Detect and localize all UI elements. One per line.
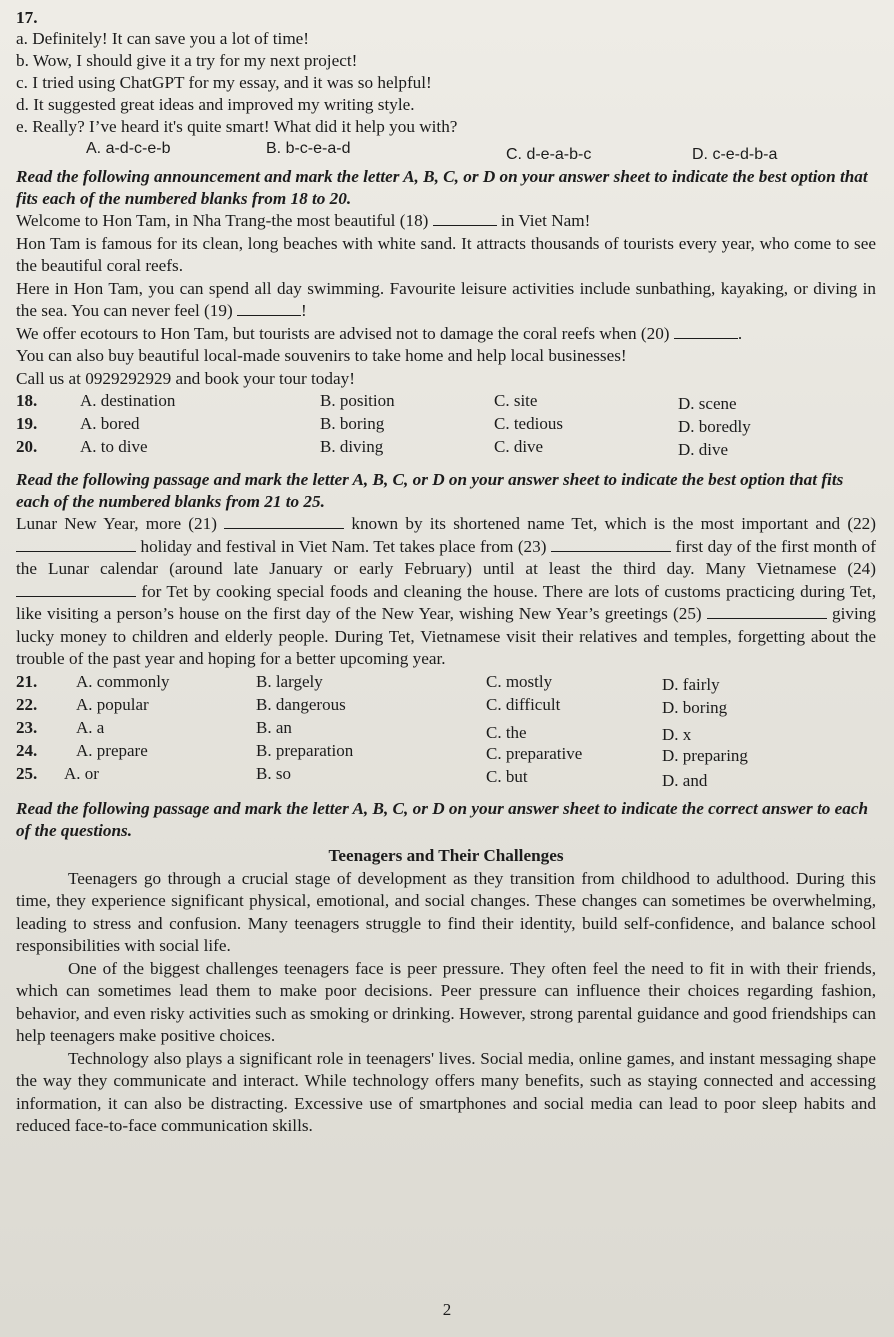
blank-21[interactable] [224,514,344,529]
blank-25[interactable] [707,604,827,619]
question-20-row: 20. A. to dive B. diving C. dive D. dive [16,437,729,459]
q25-option-d[interactable]: D. and [662,770,708,790]
q19-option-a[interactable]: A. bored [80,414,140,433]
q22-option-a[interactable]: A. popular [76,694,149,714]
q24-option-c[interactable]: C. preparative [486,743,583,763]
passage-paragraph-1: Teenagers go through a crucial stage of development as they transition from childhood to adulthood. During this time, they experience significant physical, emotional, and social changes. These changes can sometimes be overwhelming, leading to stress and confusion. Many teenagers struggle to find their identity, build self-confidence, and balance school responsibilities with social life. [16,868,876,955]
question-22-row: 22. A. popular B. dangerous C. difficult D. boring [16,694,728,717]
q21-option-c[interactable]: C. mostly [486,671,553,691]
q17-line-c: c. I tried using ChatGPT for my essay, and it was so helpful! [16,73,432,92]
q17-line-d: d. It suggested great ideas and improved my writing style. [16,95,415,114]
question-23-row: 23. A. a B. an C. the D. x [16,717,692,744]
section-26-instruction: Read the following passage and mark the letter A, B, C, or D on your answer sheet to indicate the correct answer to each of the questions. [16,798,869,840]
tet-passage: Lunar New Year, more (21) known by its shortened name Tet, which is the most important and (22) holiday and festival in Viet Nam. Tet takes place from (23) first day of the first month of the Lunar calendar (around late January or early February) until at least the third day. Many Vietnamese (24) for Tet by cooking special foods and cleaning the house. There are lots of customs practicing during Tet, like visiting a person’s house on the first day of the New Year, wishing New Year’s greetings (25) giving lucky money to children and elderly people. During Tet, Vietnamese visit their relatives and temples, forgetting about the trouble of the past year and hoping for a better upcoming year. [16,514,876,668]
q17-line-e: e. Really? I’ve heard it's quite smart! What did it help you with? [16,117,458,136]
q24-option-a[interactable]: A. prepare [76,740,148,760]
q20-option-a[interactable]: A. to dive [80,437,148,456]
question-25-row: 25. A. or B. so C. but D. and [16,763,708,790]
blank-24[interactable] [16,582,136,597]
q18-option-a[interactable]: A. destination [80,391,176,410]
question-17-number: 17. [16,8,38,27]
q17-line-a: a. Definitely! It can save you a lot of time! [16,29,310,48]
q22-option-d[interactable]: D. boring [662,697,728,717]
q20-option-d[interactable]: D. dive [678,440,729,459]
q17-line-b: b. Wow, I should give it a try for my next project! [16,51,358,70]
q18-option-b[interactable]: B. position [320,391,395,410]
q17-options [16,138,876,162]
section-18-20-instruction: Read the following announcement and mark the letter A, B, C, or D on your answer sheet to indicate the best option that fits each of the numbered blanks from 18 to 20. [16,167,868,208]
q18-option-d[interactable]: D. scene [678,394,737,413]
blank-18[interactable] [433,211,497,226]
section-21-25-instruction: Read the following passage and mark the letter A, B, C, or D on your answer sheet to indicate the best option that fits each of the numbered blanks from 21 to 25. [16,470,844,511]
q21-option-a[interactable]: A. commonly [76,671,170,691]
q23-option-d[interactable]: D. x [662,724,692,744]
blank-22[interactable] [16,537,136,552]
passage-paragraph-3: Technology also plays a significant role in teenagers' lives. Social media, online games, and instant messaging shape the way they communicate and interact. While technology offers many benefits, such as staying connected and accessing information, it can also be distracting. Excessive use of smartphones and social media can lead to poor sleep habits and reduced face-to-face communication skills. [16,1048,876,1135]
blank-20[interactable] [674,324,738,339]
q22-option-c[interactable]: C. difficult [486,694,561,714]
page-number: 2 [442,1300,452,1319]
q23-option-b[interactable]: B. an [256,717,292,737]
question-19-row: 19. A. bored B. boring C. tedious D. boredly [16,414,751,436]
q23-option-a[interactable]: A. a [76,717,105,737]
q22-option-b[interactable]: B. dangerous [256,694,346,714]
q20-option-c[interactable]: C. dive [494,437,544,456]
question-18-row: 18. A. destination B. position C. site D. scene [16,391,737,413]
q25-option-c[interactable]: C. but [486,766,528,786]
q24-option-d[interactable]: D. preparing [662,745,748,765]
q19-option-c[interactable]: C. tedious [494,414,563,433]
passage-paragraph-2: One of the biggest challenges teenagers face is peer pressure. They often feel the need to fit in with their friends, which can sometimes lead them to make poor decisions. Peer pressure can influence their choices regarding fashion, behavior, and even risky activities such as smoking or drinking. However, strong parental guidance and good friendships can help teenagers make positive choices. [16,958,876,1045]
question-24-row: 24. A. prepare B. preparation C. preparative D. preparing [16,740,748,765]
q24-option-b[interactable]: B. preparation [256,740,354,760]
passage-title: Teenagers and Their Challenges [328,845,564,865]
q23-option-c[interactable]: C. the [486,722,527,742]
announcement-text: Welcome to Hon Tam, in Nha Trang-the most beautiful (18) in Viet Nam! Hon Tam is famous for its clean, long beaches with white sand. It attracts thousands of tourists every year, who come to see the beautiful coral reefs. Here in Hon Tam, you can spend all day swimming. Favourite leisure activities include sunbathing, kayaking, or diving in the sea. You can never feel (19) ! We offer ecotours to Hon Tam, but tourists are advised not to damage the coral reefs when (20) . You can also buy beautiful local-made souvenirs to take home and help local businesses! Call us at 0929292929 and book your tour today! [16,211,876,388]
q17-option-a[interactable]: A. a-d-c-e-b [86,140,171,157]
q25-option-a[interactable]: A. or [64,763,99,783]
q21-option-d[interactable]: D. fairly [662,674,720,694]
q19-option-b[interactable]: B. boring [320,414,385,433]
q17-option-b[interactable]: B. b-c-e-a-d [266,140,351,157]
question-21-row: 21. A. commonly B. largely C. mostly D. fairly [16,671,720,694]
q21-option-b[interactable]: B. largely [256,671,323,691]
q19-option-d[interactable]: D. boredly [678,417,751,436]
q18-option-c[interactable]: C. site [494,391,538,410]
q17-option-c[interactable]: C. d-e-a-b-c [506,146,592,163]
q25-option-b[interactable]: B. so [256,763,291,783]
blank-23[interactable] [551,537,671,552]
q20-option-b[interactable]: B. diving [320,437,384,456]
q17-option-d[interactable]: D. c-e-d-b-a [692,146,778,163]
blank-19[interactable] [237,301,301,316]
